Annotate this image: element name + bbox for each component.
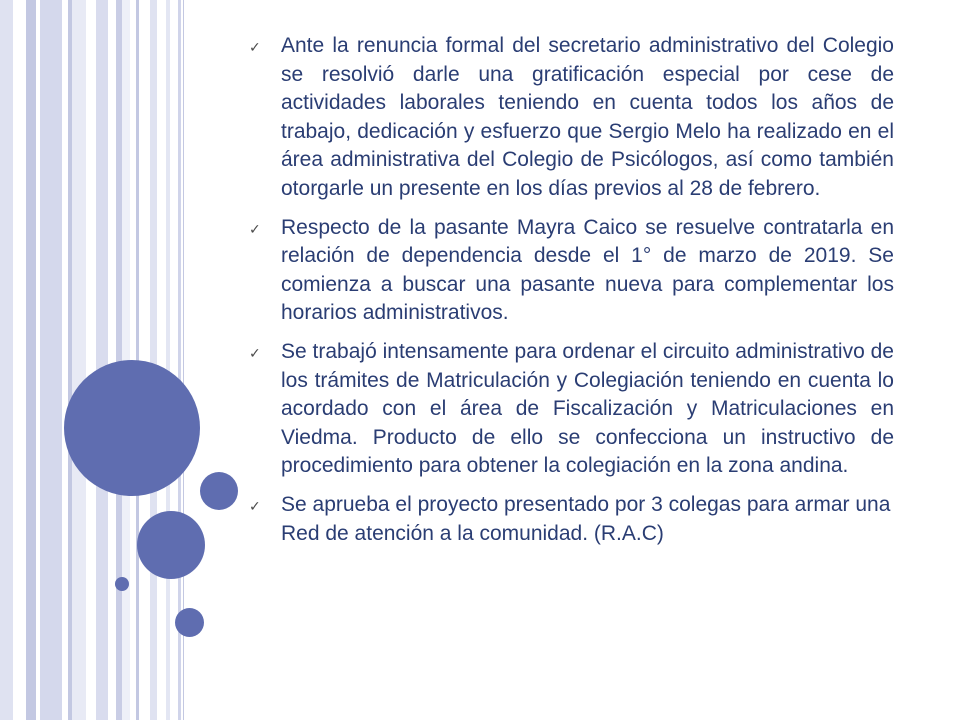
list-item xyxy=(244,32,894,204)
stripe xyxy=(72,0,86,720)
checkmark-icon: ✓ xyxy=(249,40,261,56)
small-circle xyxy=(175,608,204,637)
large-circle xyxy=(64,360,200,496)
stripe xyxy=(40,0,62,720)
checkmark-icon: ✓ xyxy=(249,221,261,238)
bullet-text: Se aprueba el proyecto presentado por 3 colegas para armar una Red de atención a la comunidad. (R.A.C) xyxy=(281,492,891,545)
small-circle xyxy=(200,472,238,510)
stripe xyxy=(0,0,13,720)
decorative-stripes xyxy=(0,0,190,720)
stripe xyxy=(150,0,157,720)
stripe xyxy=(13,0,26,720)
stripe xyxy=(86,0,96,720)
tiny-circle xyxy=(115,577,129,591)
medium-circle xyxy=(137,511,205,579)
list-item xyxy=(244,491,894,548)
checkmark-icon: ✓ xyxy=(249,498,261,515)
stripe xyxy=(96,0,108,720)
list-item xyxy=(244,338,894,481)
bullet-text: Se trabajó intensamente para ordenar el circuito administrativo de los trámites de Matriculación y Colegiación teniendo en cuenta lo acordado con el área de Fiscalización y Matriculaciones en Viedma. Producto de ello se confecciona un instructivo de procedimiento para obtener la colegiación en la zona andina. xyxy=(281,339,894,478)
list-item xyxy=(244,214,894,328)
stripe xyxy=(26,0,36,720)
bullet-text: Respecto de la pasante Mayra Caico se resuelve contratarla en relación de dependencia desde el 1° de marzo de 2019. Se comienza a buscar una pasante nueva para complementar los horarios administrativos. xyxy=(281,215,894,325)
stripe xyxy=(108,0,116,720)
checkmark-icon: ✓ xyxy=(249,345,261,362)
bullet-text: Ante la renuncia formal del secretario administrativo del Colegio se resolvió darle una gratificación especial por cese de actividades laborales teniendo en cuenta todos los años de trabajo, dedicación y esfuerzo que Sergio Melo ha realizado en el área administrativa del Colegio de Psicólogos, así como también otorgarle un presente en los días previos al 28 de febrero. xyxy=(281,34,894,200)
bullet-list xyxy=(244,32,894,558)
stripe xyxy=(166,0,170,720)
